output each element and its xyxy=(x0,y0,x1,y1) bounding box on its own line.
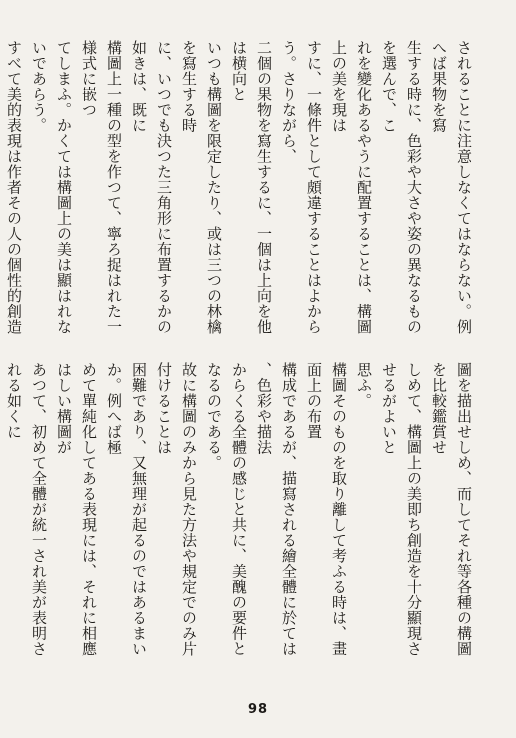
text-column xyxy=(0,362,1,657)
text-column: 思ふ。 xyxy=(355,362,373,409)
text-column: されることに注意しなくてはならない。例へば果物を寫 xyxy=(430,40,473,335)
text-column: すべて美的表現は作者その人の個性的創造 xyxy=(5,40,23,335)
text-column: すに、一條件として頗違することはよからう。さりながら、 xyxy=(280,40,323,335)
text-column: に、いつでも決つた三角形に布置するかの如きは、既に xyxy=(130,40,173,335)
text-column: れを變化あるやうに配置することは、構圖上の美を現は xyxy=(330,40,373,335)
text-block-lower xyxy=(5,362,476,657)
text-column: 構圖そのものを取り離して考ふる時は、畫面上の布置 xyxy=(305,362,348,657)
text-column: 困難であり、又無理が起るのではあるまいか。例へば極 xyxy=(105,362,148,657)
text-block-upper xyxy=(5,40,476,335)
text-column: 故に構圖のみから見た方法や規定でのみ片付けることは xyxy=(155,362,198,657)
text-column: 構圖上一種の型を作つて、寧ろ捉はれた一様式に嵌つ xyxy=(80,40,123,335)
text-column: 構成であるが、描寫される繪全體に於ては、色彩や描法 xyxy=(255,362,298,657)
text-column: てしまふ。かくては構圖上の美は顯はれないであらう。 xyxy=(30,40,73,335)
text-column: あつて、初めて全體が統一され美が表明される如くに xyxy=(5,362,48,657)
text-column: 生する時に、色彩や大さや姿の異なるものを選んで、こ xyxy=(380,40,423,335)
text-column: いつも構圖を限定したり、或は三つの林檎を寫生する時 xyxy=(180,40,223,335)
text-column: 圖を描出せしめ、而してそれ等各種の構圖を比較鑑賞せ xyxy=(430,362,473,657)
page-number: 98 xyxy=(247,702,269,717)
text-column: しめて、構圖上の美即ち創造を十分顯現させるがよいと xyxy=(380,362,423,657)
text-column: からくる全體の感じと共に、美醜の要件となるのである。 xyxy=(205,362,248,657)
text-column: 二個の果物を寫生するに、一個は上向を他は横向と xyxy=(230,40,273,335)
text-column: めて單純化してある表現には、それに相應はしい構圖が xyxy=(55,362,98,657)
